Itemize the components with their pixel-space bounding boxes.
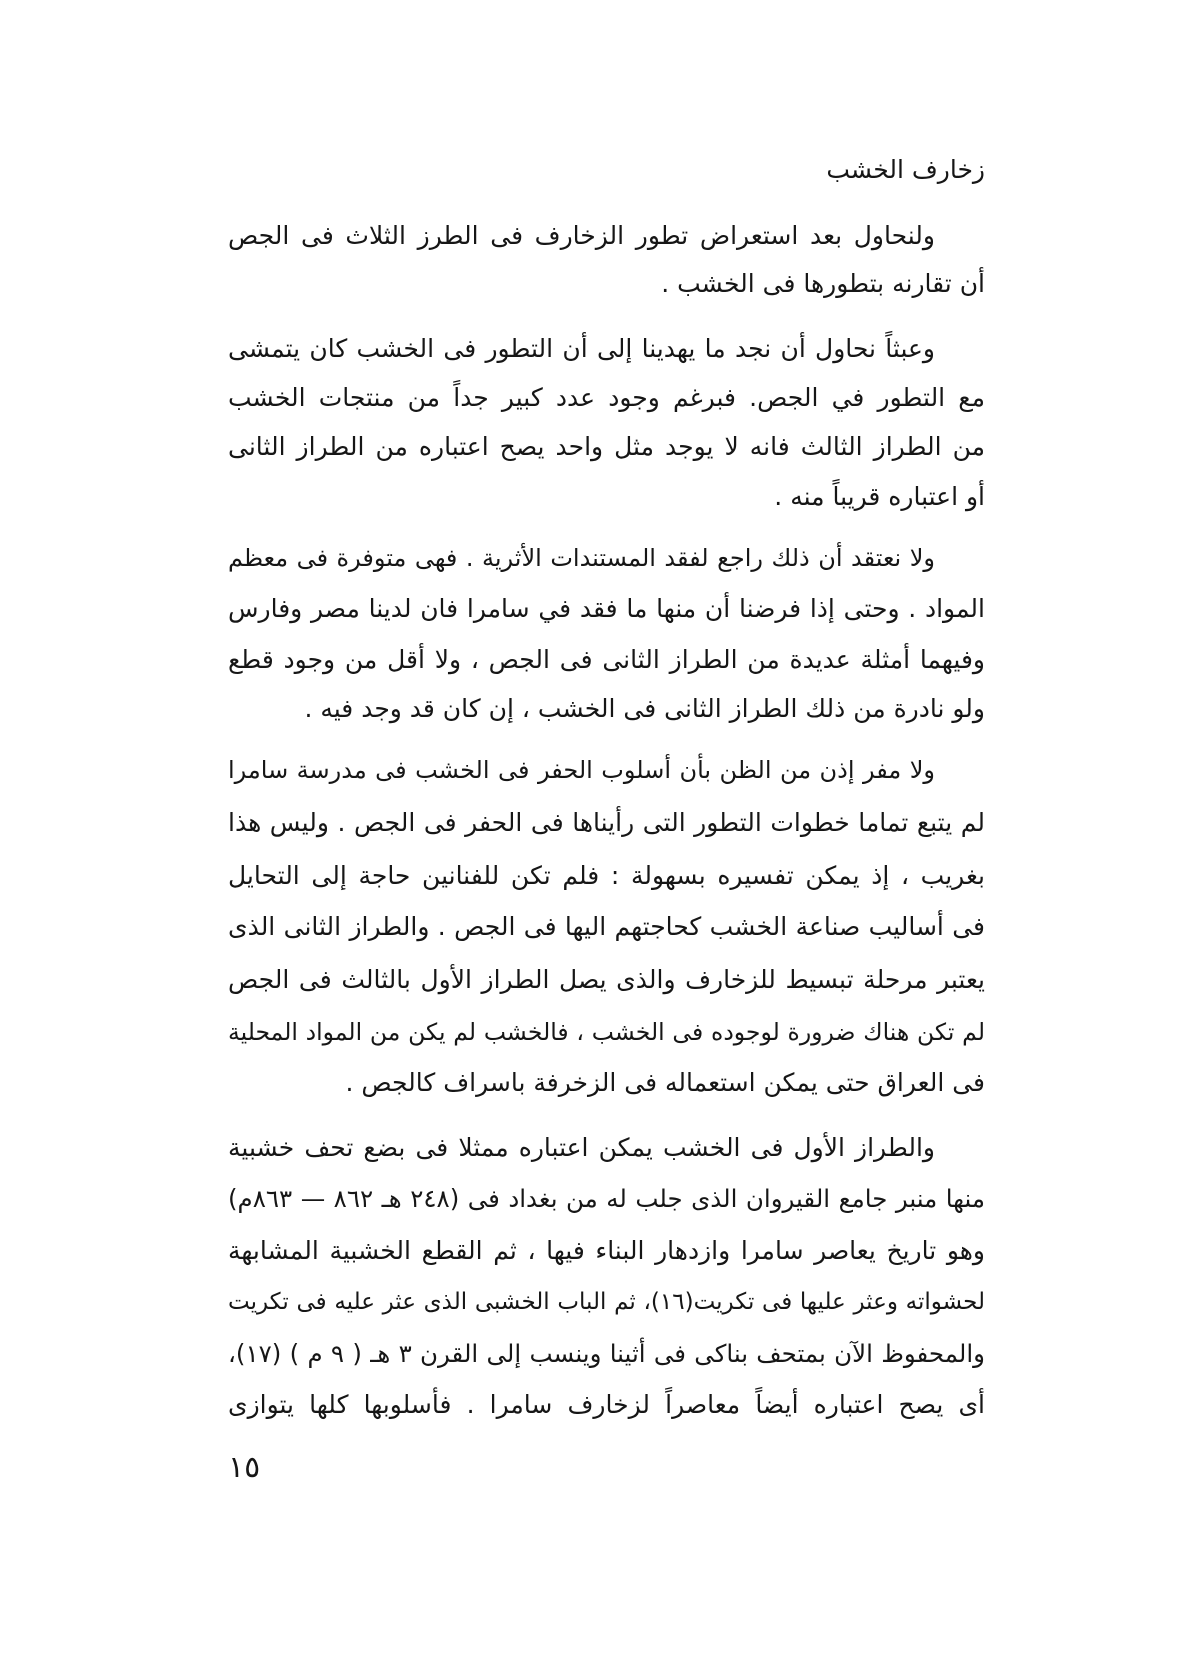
text-line: منها منبر جامع القيروان الذى جلب له من بغداد فى (٢٤٨ هـ ٨٦٢ — ٨٦٣م) xyxy=(228,1184,985,1213)
text-line: والمحفوظ الآن بمتحف بناكى فى أثينا وينسب إلى القرن ٣ هـ ( ٩ م ) (١٧)، xyxy=(228,1339,985,1368)
text-line: لم يتبع تماما خطوات التطور التى رأيناها فى الحفر فى الجص . وليس هذا xyxy=(228,808,985,837)
running-title: زخارف الخشب xyxy=(826,155,985,184)
text-line: مع التطور في الجص. فبرغم وجود عدد كبير جداً من منتجات الخشب xyxy=(228,383,985,412)
text-line: وفيهما أمثلة عديدة من الطراز الثانى فى الجص ، ولا أقل من وجود قطع xyxy=(228,645,985,674)
text-line: ولا نعتقد أن ذلك راجع لفقد المستندات الأثرية . فهى متوفرة فى معظم xyxy=(228,544,935,572)
text-line: فى أساليب صناعة الخشب كحاجتهم اليها فى الجص . والطراز الثانى الذى xyxy=(228,912,985,941)
text-line: المواد . وحتى إذا فرضنا أن منها ما فقد في سامرا فان لدينا مصر وفارس xyxy=(228,594,985,623)
text-line: ولنحاول بعد استعراض تطور الزخارف فى الطرز الثلاث فى الجص xyxy=(228,221,935,250)
text-line: أو اعتباره قريباً منه . xyxy=(774,482,985,511)
text-line: وعبثاً نحاول أن نجد ما يهدينا إلى أن التطور فى الخشب كان يتمشى xyxy=(228,334,935,363)
text-line: أن تقارنه بتطورها فى الخشب . xyxy=(661,269,985,298)
page-number: ١٥ xyxy=(228,1450,261,1485)
text-line: لحشواته وعثر عليها فى تكريت(١٦)، ثم الباب الخشبى الذى عثر عليه فى تكريت xyxy=(228,1289,985,1315)
text-line: لم تكن هناك ضرورة لوجوده فى الخشب ، فالخشب لم يكن من المواد المحلية xyxy=(228,1018,985,1046)
text-line: والطراز الأول فى الخشب يمكن اعتباره ممثلا فى بضع تحف خشبية xyxy=(228,1133,935,1162)
text-line: من الطراز الثالث فانه لا يوجد مثل واحد يصح اعتباره من الطراز الثانى xyxy=(228,432,985,461)
text-line: وهو تاريخ يعاصر سامرا وازدهار البناء فيها ، ثم القطع الخشبية المشابهة xyxy=(228,1236,985,1265)
text-line: بغريب ، إذ يمكن تفسيره بسهولة : فلم تكن للفنانين حاجة إلى التحايل xyxy=(228,861,985,890)
text-line: ولو نادرة من ذلك الطراز الثانى فى الخشب ، إن كان قد وجد فيه . xyxy=(304,694,985,723)
text-line: يعتبر مرحلة تبسيط للزخارف والذى يصل الطراز الأول بالثالث فى الجص xyxy=(228,965,985,994)
text-line: ولا مفر إذن من الظن بأن أسلوب الحفر فى الخشب فى مدرسة سامرا xyxy=(228,756,935,784)
text-line: أى يصح اعتباره أيضاً معاصراً لزخارف سامرا . فأسلوبها كلها يتوازى xyxy=(228,1390,985,1419)
text-line: فى العراق حتى يمكن استعماله فى الزخرفة باسراف كالجص . xyxy=(345,1068,985,1097)
